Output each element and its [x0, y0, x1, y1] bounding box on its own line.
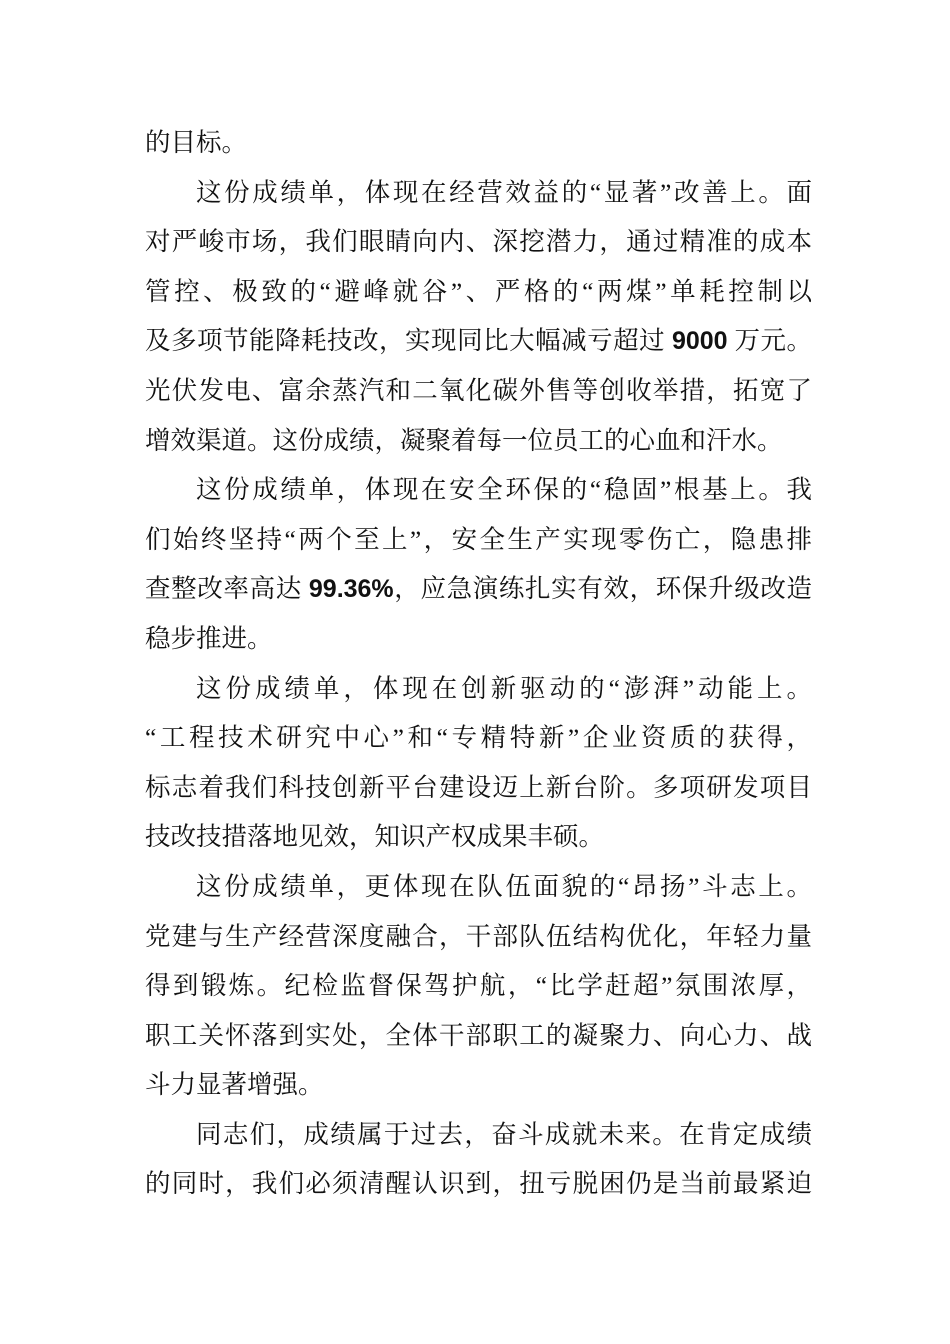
text-segment: 们始终坚持“两个至上”，安全生产实现零伤亡，隐患排 — [145, 524, 812, 554]
text-line — [145, 1159, 812, 1209]
text-segment: 得到锻炼。纪检监督保驾护航，“比学赶超”氛围浓厚， — [145, 971, 812, 1001]
text-line — [145, 763, 812, 813]
text-line — [145, 168, 812, 218]
number-text: 9000 — [672, 327, 728, 356]
text-segment: 稳步推进。 — [145, 623, 273, 653]
text-line — [145, 664, 812, 714]
text-line — [145, 713, 812, 763]
text-segment: 这份成绩单，体现在经营效益的“显著”改善上。面 — [196, 177, 812, 207]
text-line — [145, 614, 812, 664]
text-line — [145, 118, 812, 168]
text-line — [145, 515, 812, 565]
text-segment: 及多项节能降耗技改，实现同比大幅减亏超过 — [145, 326, 672, 356]
text-line — [145, 217, 812, 267]
text-segment: “工程技术研究中心”和“专精特新”企业资质的获得， — [145, 723, 812, 753]
text-segment: 技改技措落地见效，知识产权成果丰硕。 — [145, 822, 605, 852]
text-segment: 同志们，成绩属于过去，奋斗成就未来。在肯定成绩 — [196, 1119, 812, 1149]
document-text-block — [145, 118, 812, 1209]
text-segment: 管控、极致的“避峰就谷”、严格的“两煤”单耗控制以 — [145, 276, 812, 306]
text-segment: 增效渠道。这份成绩，凝聚着每一位员工的心血和汗水。 — [145, 425, 783, 455]
text-segment: ，应急演练扎实有效，环保升级改造 — [393, 574, 812, 604]
text-segment: 查整改率高达 — [145, 574, 309, 604]
text-line — [145, 862, 812, 912]
text-line — [145, 366, 812, 416]
text-segment: 这份成绩单，更体现在队伍面貌的“昂扬”斗志上。 — [196, 871, 812, 901]
text-segment: 的目标。 — [145, 128, 248, 157]
text-segment: 党建与生产经营深度融合，干部队伍结构优化，年轻力量 — [145, 921, 812, 951]
text-line — [145, 812, 812, 862]
text-segment: 标志着我们科技创新平台建设迈上新台阶。多项研发项目 — [145, 772, 812, 802]
text-segment: 对严峻市场，我们眼睛向内、深挖潜力，通过精准的成本 — [145, 227, 812, 257]
text-line — [145, 1110, 812, 1160]
text-line — [145, 1011, 812, 1061]
text-segment: 这份成绩单，体现在安全环保的“稳固”根基上。我 — [196, 475, 812, 505]
text-line — [145, 564, 812, 614]
number-text: 99.36% — [308, 575, 394, 604]
text-line — [145, 316, 812, 366]
text-line — [145, 912, 812, 962]
text-line — [145, 1060, 812, 1110]
text-line — [145, 416, 812, 466]
text-segment: 斗力显著增强。 — [145, 1070, 324, 1100]
text-segment: 的同时，我们必须清醒认识到，扭亏脱困仍是当前最紧迫 — [145, 1169, 812, 1199]
text-segment: 这份成绩单，体现在创新驱动的“澎湃”动能上。 — [196, 673, 812, 703]
text-line — [145, 961, 812, 1011]
text-line — [145, 465, 812, 515]
text-segment: 职工关怀落到实处，全体干部职工的凝聚力、向心力、战 — [145, 1020, 812, 1050]
text-segment: 万元。 — [727, 326, 812, 356]
text-segment: 光伏发电、富余蒸汽和二氧化碳外售等创收举措，拓宽了 — [145, 375, 812, 405]
text-line — [145, 267, 812, 317]
